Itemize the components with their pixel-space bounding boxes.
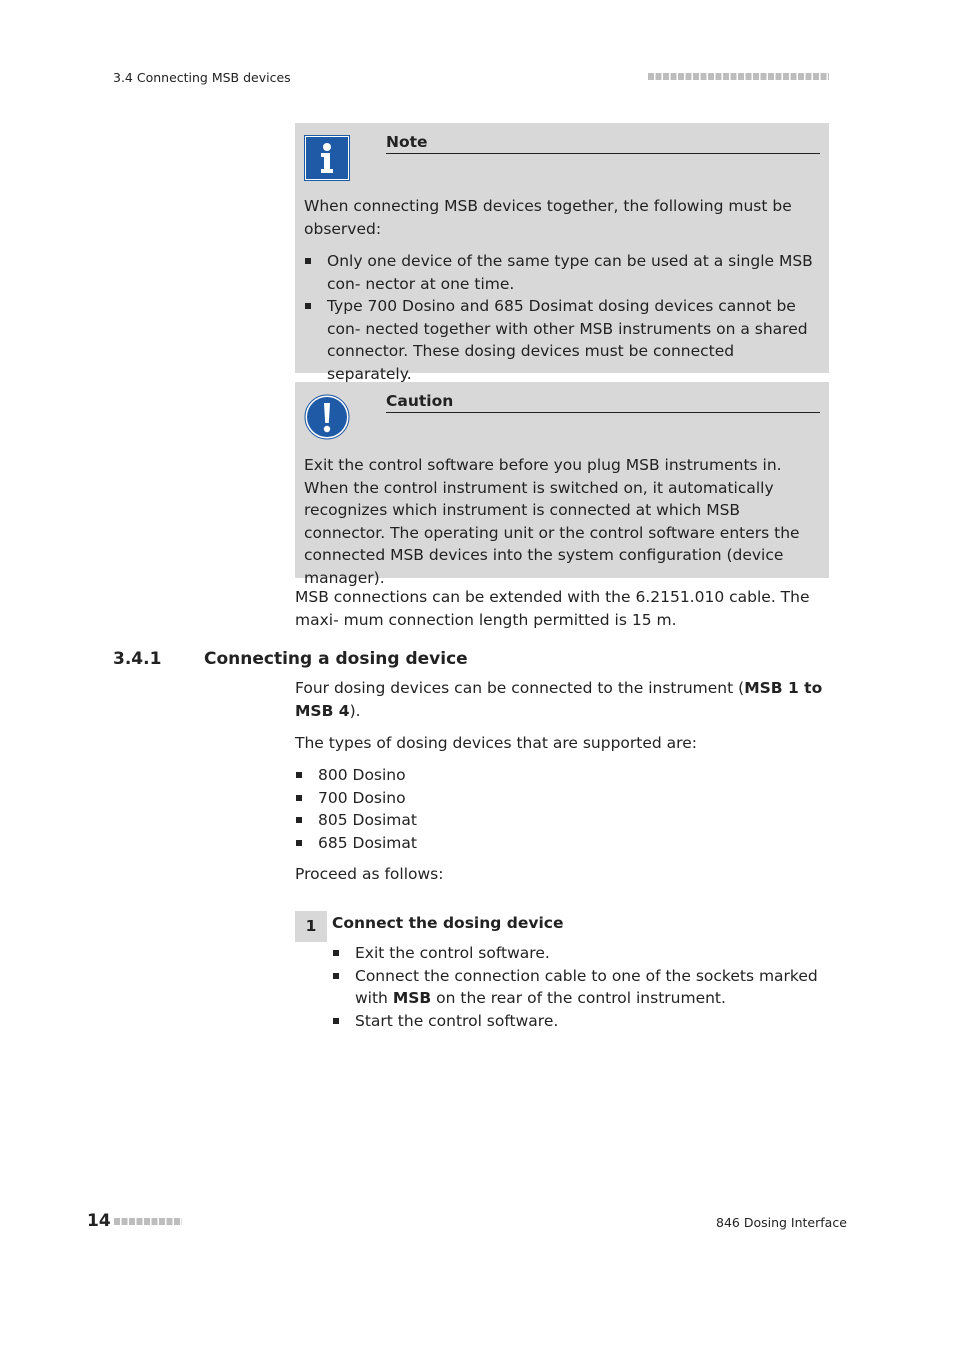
exclamation-icon xyxy=(304,394,350,444)
header-dots-decoration xyxy=(648,73,829,80)
footer-dots-decoration xyxy=(114,1218,182,1225)
step-number: 1 xyxy=(295,911,327,942)
list-item: Exit the control software. xyxy=(332,942,829,965)
msb-range: MSB 1 to MSB 4 xyxy=(295,679,823,720)
extension-paragraph: MSB connections can be extended with the 6.2151.010 cable. The maxi- mum connection length permitted is 15 m. xyxy=(295,588,810,629)
list-item: Type 700 Dosino and 685 Dosimat dosing devices cannot be con- nected together with other MSB instruments on a shared connector. These dosing devices must be connected separately. xyxy=(304,295,820,385)
list-item: 685 Dosimat xyxy=(295,832,815,855)
info-icon xyxy=(304,135,350,185)
caution-text: Exit the control software before you plug MSB instruments in. When the control instrument is switched on, it automatically recognizes which instrument is connected at which MSB connector. The operating unit or the control software enters the connected MSB devices into the system configuration (device manager). xyxy=(304,456,800,587)
note-title: Note xyxy=(386,133,820,154)
page-number: 14 xyxy=(87,1211,111,1231)
note-list xyxy=(304,250,820,385)
list-item: Only one device of the same type can be used at a single MSB con- nector at one time. xyxy=(304,250,820,295)
proceed-text: Proceed as follows: xyxy=(295,865,444,883)
list-item: Start the control software. xyxy=(332,1010,829,1033)
section-intro: Four dosing devices can be connected to the instrument (MSB 1 to MSB 4). xyxy=(295,679,823,720)
list-item: 805 Dosimat xyxy=(295,809,815,832)
note-box xyxy=(295,123,829,383)
step-title: Connect the dosing device xyxy=(332,914,564,932)
device-types-list xyxy=(295,764,815,854)
running-header: 3.4 Connecting MSB devices xyxy=(113,70,291,85)
list-item: 700 Dosino xyxy=(295,787,815,810)
note-intro: When connecting MSB devices together, the following must be observed: xyxy=(304,197,792,238)
caution-box xyxy=(295,382,829,587)
caution-title: Caution xyxy=(386,392,820,413)
section-number: 3.4.1 xyxy=(113,649,162,669)
list-item: 800 Dosino xyxy=(295,764,815,787)
list-item: Connect the connection cable to one of the sockets marked with MSB on the rear of the control instrument. xyxy=(332,965,829,1010)
types-label: The types of dosing devices that are supported are: xyxy=(295,734,697,752)
step-items-list xyxy=(332,942,829,1032)
product-name: 846 Dosing Interface xyxy=(716,1215,847,1230)
section-title: Connecting a dosing device xyxy=(204,649,468,669)
